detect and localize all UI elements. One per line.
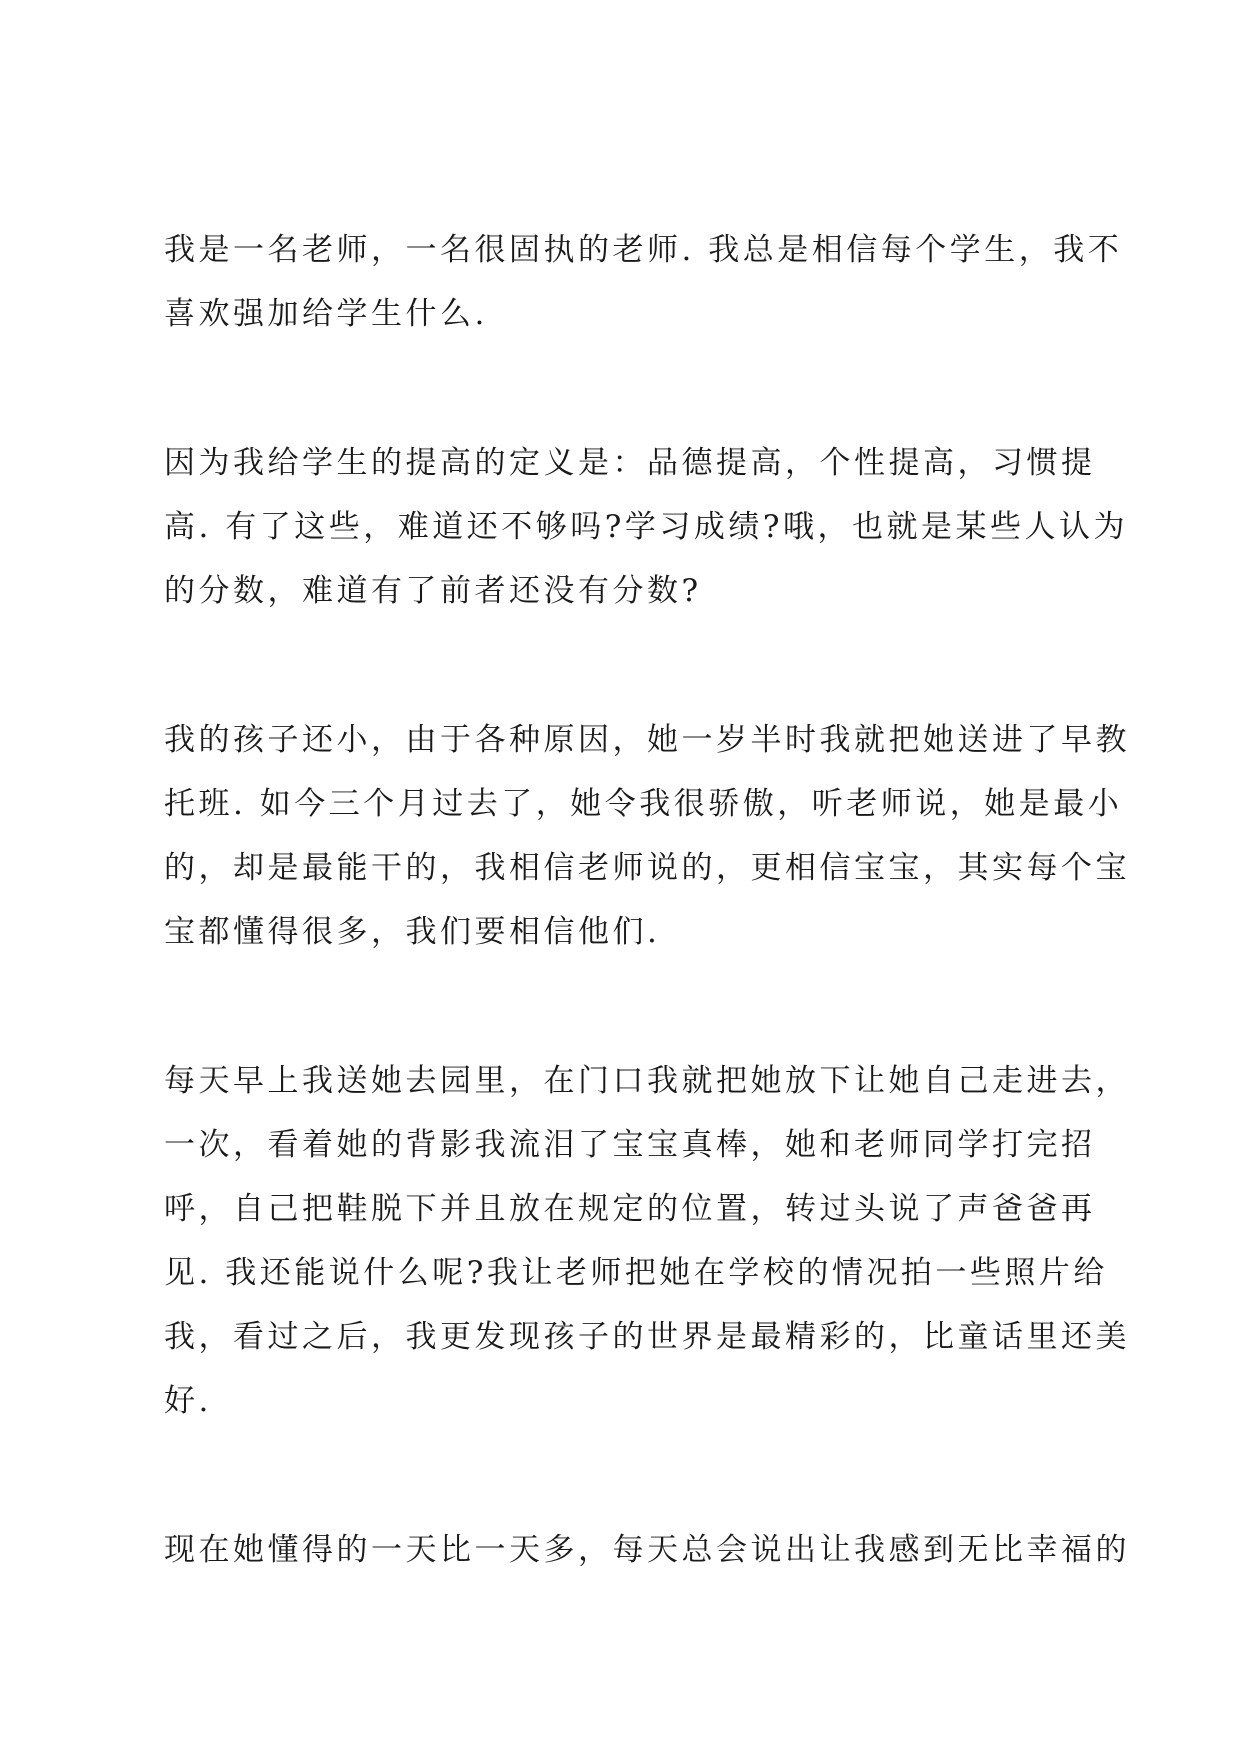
text-line: 的，却是最能干的，我相信老师说的，更相信宝宝，其实每个宝 bbox=[164, 850, 1130, 886]
text-line: 见. 我还能说什么呢?我让老师把她在学校的情况拍一些照片给 bbox=[164, 1255, 1108, 1291]
paragraph-1 bbox=[164, 218, 1123, 346]
text-line: 我的孩子还小，由于各种原因，她一岁半时我就把她送进了早教 bbox=[164, 722, 1130, 758]
paragraph-spacing bbox=[164, 964, 1094, 1049]
text-line: 喜欢强加给学生什么. bbox=[164, 296, 488, 332]
text-line: 的分数，难道有了前者还没有分数? bbox=[164, 573, 702, 609]
paragraph-spacing bbox=[164, 1433, 1094, 1518]
text-line: 托班. 如今三个月过去了，她令我很骄傲，听老师说，她是最小 bbox=[164, 786, 1123, 822]
paragraph-2 bbox=[164, 431, 1128, 623]
text-line: 一次，看着她的背影我流泪了宝宝真棒，她和老师同学打完招 bbox=[164, 1127, 1096, 1163]
paragraph-5 bbox=[164, 1518, 1130, 1582]
text-line: 我是一名老师，一名很固执的老师. 我总是相信每个学生，我不 bbox=[164, 232, 1123, 268]
text-line: 我，看过之后，我更发现孩子的世界是最精彩的，比童话里还美 bbox=[164, 1319, 1130, 1355]
text-line: 呼，自己把鞋脱下并且放在规定的位置，转过头说了声爸爸再 bbox=[164, 1191, 1096, 1227]
text-line: 好. bbox=[164, 1383, 212, 1419]
text-line: 每天早上我送她去园里，在门口我就把她放下让她自己走进去， bbox=[164, 1063, 1130, 1099]
paragraph-4 bbox=[164, 1049, 1130, 1433]
paragraph-spacing bbox=[164, 346, 1094, 431]
text-line: 宝都懂得很多，我们要相信他们. bbox=[164, 914, 661, 950]
text-line: 现在她懂得的一天比一天多，每天总会说出让我感到无比幸福的 bbox=[164, 1532, 1130, 1568]
paragraph-3 bbox=[164, 708, 1130, 964]
paragraph-spacing bbox=[164, 623, 1094, 708]
document-body bbox=[164, 218, 1130, 1582]
text-line: 因为我给学生的提高的定义是：品德提高，个性提高，习惯提 bbox=[164, 445, 1096, 481]
text-line: 高. 有了这些，难道还不够吗?学习成绩?哦，也就是某些人认为 bbox=[164, 509, 1128, 545]
